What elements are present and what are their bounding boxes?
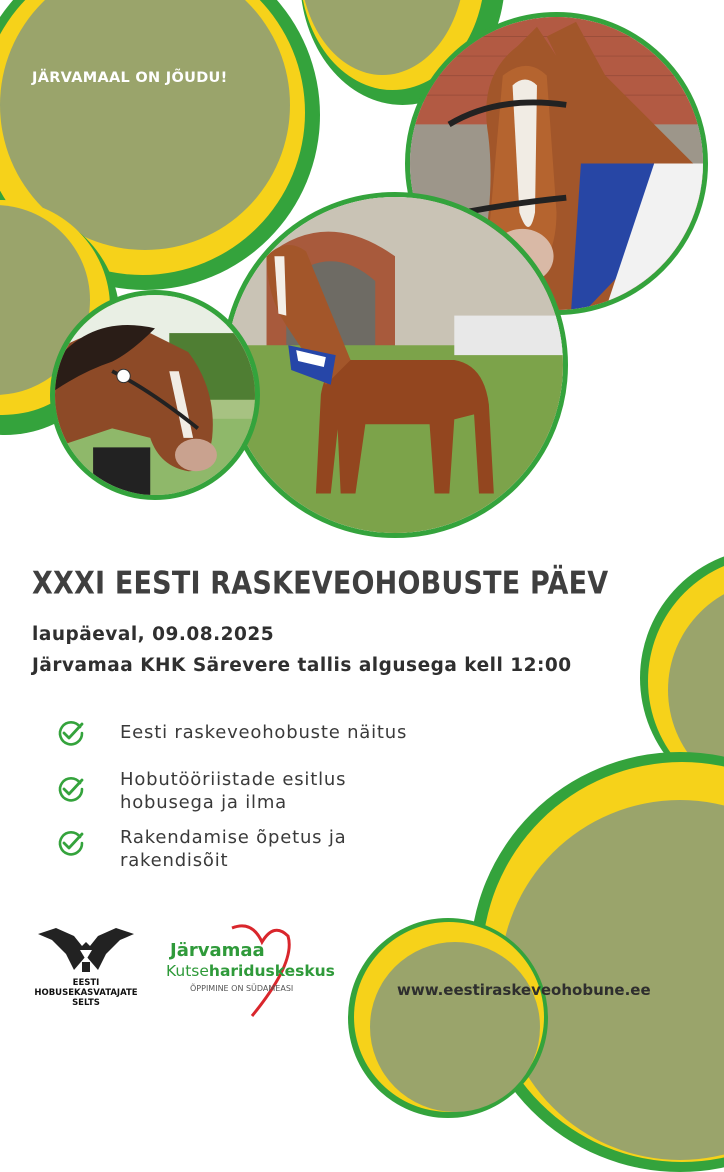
school-logo <box>164 922 344 1022</box>
program-item <box>56 826 416 872</box>
tagline: JÄRVAMAAL ON JÕUDU! <box>32 70 228 86</box>
program-item-text: Eesti raskeveohobuste näitus <box>120 722 408 743</box>
check-circle-icon <box>56 774 86 804</box>
program-item-text <box>120 768 346 814</box>
society-name-line1: EESTI <box>72 978 100 988</box>
event-location: Järvamaa KHK Särevere tallis algusega kell 12:00 <box>32 655 572 676</box>
society-name-line3: SELTS <box>72 998 100 1008</box>
program-item <box>56 768 416 814</box>
school-name-main <box>166 962 335 980</box>
horse-heads-emblem-icon <box>36 924 136 974</box>
website-url[interactable]: www.eestiraskeveohobune.ee <box>397 981 651 999</box>
program-item <box>56 718 416 748</box>
program-item-line: Hobutööriistade esitlus hobusega ja ilma <box>120 769 347 813</box>
program-item-text <box>120 826 346 872</box>
society-logo <box>32 924 140 1008</box>
check-circle-icon <box>56 828 86 858</box>
school-name-part2: hariduskeskus <box>208 962 335 980</box>
event-title: XXXI EESTI RASKEVEOHOBUSTE PÄEV <box>32 566 609 602</box>
check-circle-icon <box>56 718 86 748</box>
school-name-part1: Kutse <box>166 962 209 980</box>
society-name-line2: HOBUSEKASVATAJATE <box>34 988 138 998</box>
numbered-horse-photo <box>50 290 260 500</box>
program-item-line: Rakendamise õpetus ja rakendisõit <box>120 827 347 871</box>
school-slogan: ÕPPIMINE ON SÜDAMEASI <box>190 984 294 993</box>
school-name-top: Järvamaa <box>170 940 265 961</box>
deco-circle-olive-bottom <box>370 942 540 1112</box>
standing-horse-photo <box>222 192 568 538</box>
event-date: laupäeval, 09.08.2025 <box>32 624 275 645</box>
